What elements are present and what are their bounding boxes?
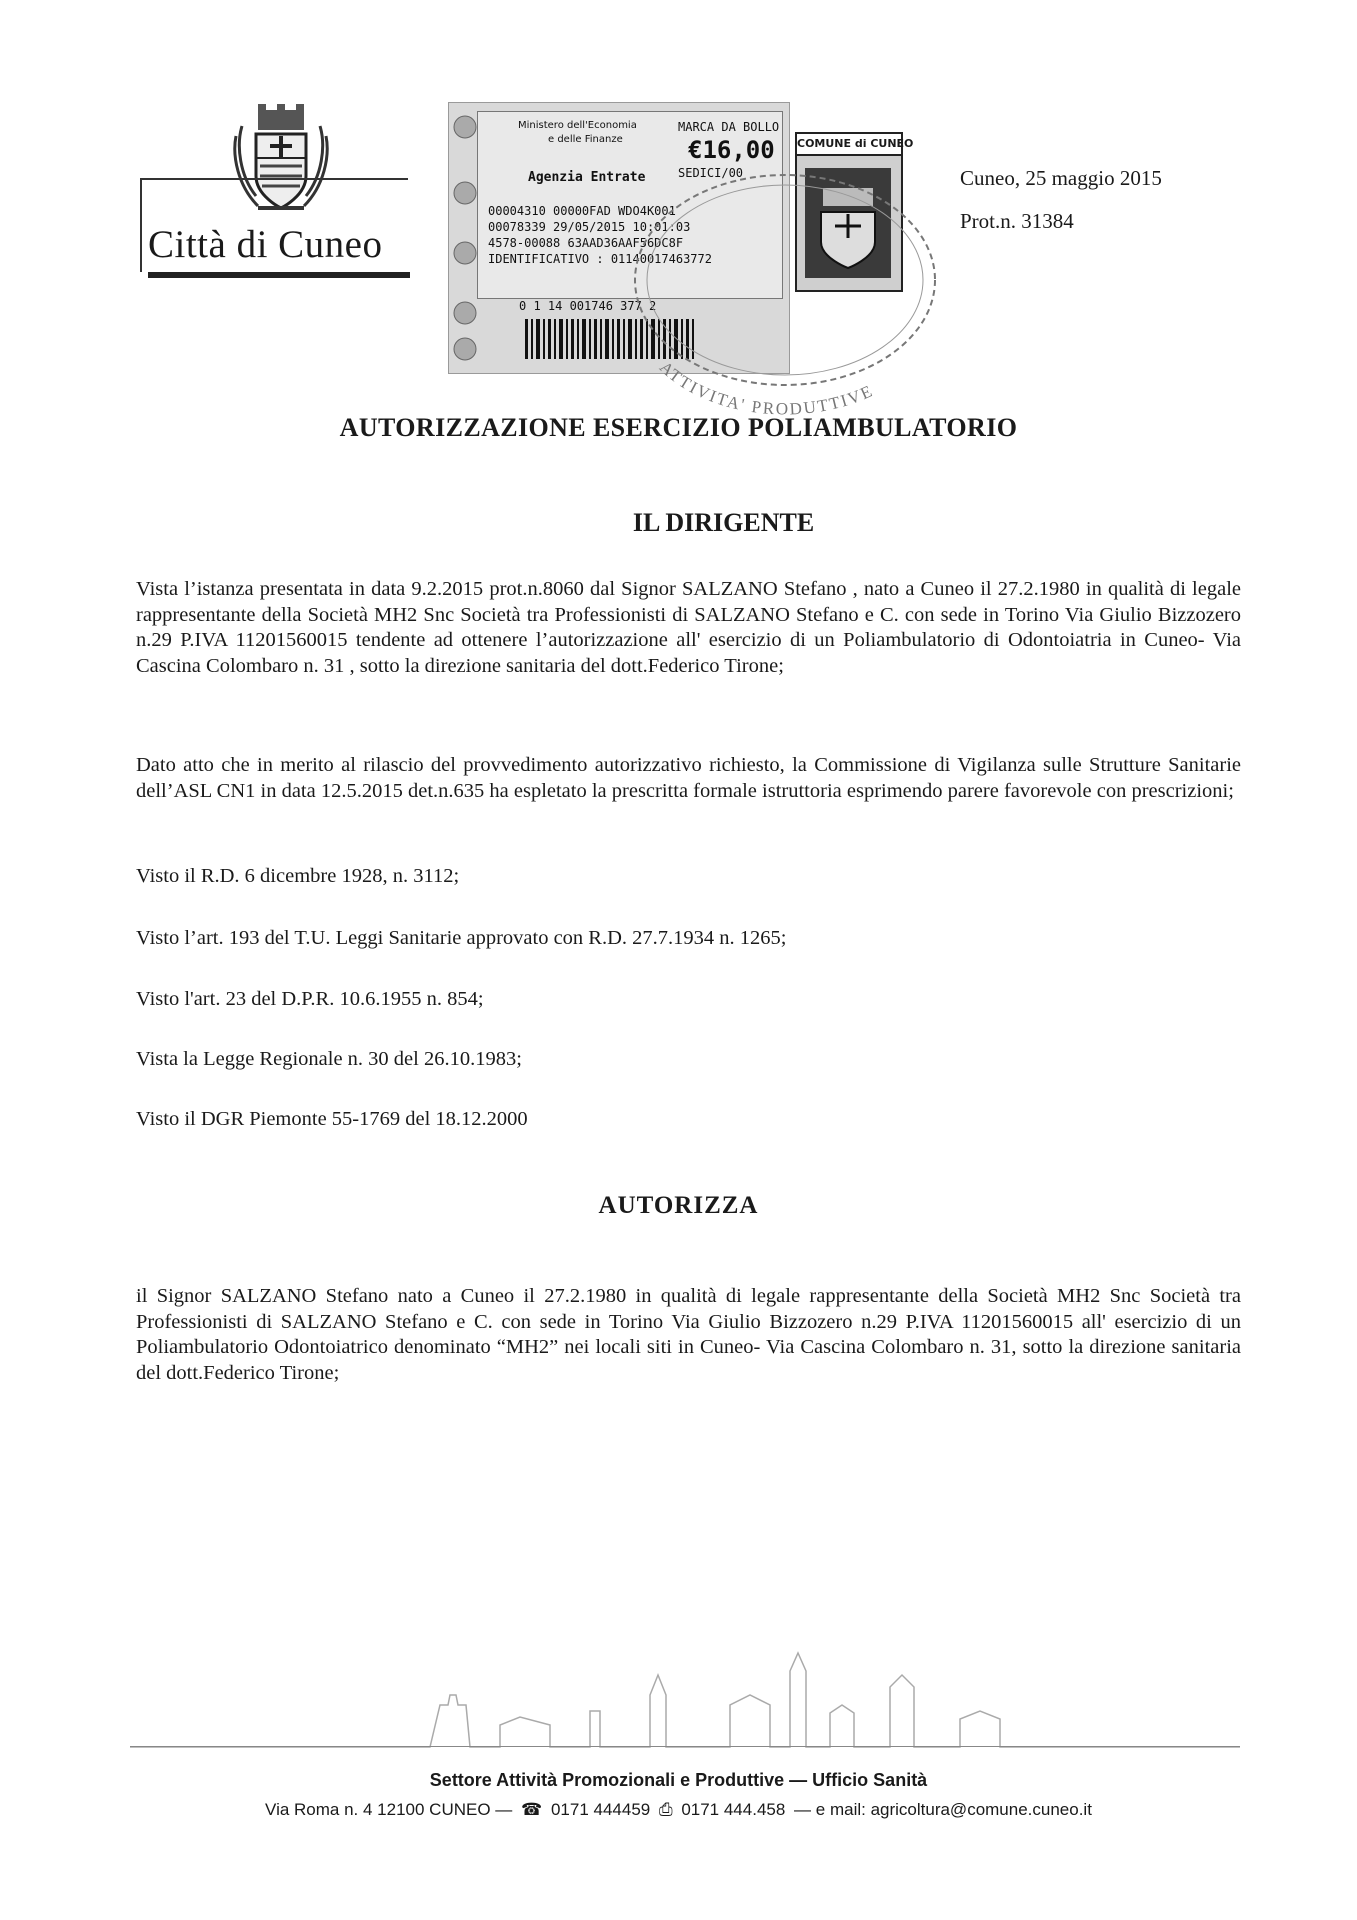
footer-office: Settore Attività Promozionali e Produttive — Ufficio Sanità — [429, 1770, 928, 1790]
footer-address: Via Roma n. 4 12100 CUNEO — — [265, 1800, 513, 1819]
revenue-stamp-amount: €16,00 — [688, 136, 775, 164]
legal-reference: Visto il DGR Piemonte 55-1769 del 18.12.2000 — [136, 1108, 528, 1130]
decision-heading: AUTORIZZA — [598, 1192, 759, 1219]
paragraph-authorization: il Signor SALZANO Stefano nato a Cuneo il 27.2.1980 in qualità di legale rappresentante della Società MH2 Snc Società tra Professionisti di SALZANO Stefano e C. con sede in Torino Via Giulio Bizzozero n.29 P.IVA 11201560015 all' esercizio di un Poliambulatorio Odontoiatrico denominato “MH2” nei locali siti in Cuneo- Via Cascina Colombaro n. 31, sotto la direzione sanitaria del dott.Federico Tirone; — [136, 1285, 1241, 1384]
footer-contacts — [0, 1800, 1357, 1820]
footer-fax: 0171 444.458 — [681, 1800, 786, 1819]
city-skyline-drawing — [130, 1635, 1240, 1750]
stamp-edge-seals-icon — [449, 103, 477, 373]
legal-reference: Visto l'art. 23 del D.P.R. 10.6.1955 n. 854; — [136, 988, 484, 1010]
document-date: Cuneo, 25 maggio 2015 — [960, 166, 1162, 190]
revenue-stamp-code-row: 4578-00088 63AAD36AAF56DC8F — [488, 236, 684, 250]
protocol-number: Prot.n. 31384 — [960, 209, 1074, 233]
comune-stamp-label: COMUNE di CUNEO — [797, 134, 901, 156]
legal-reference: Vista la Legge Regionale n. 30 del 26.10.1983; — [136, 1048, 522, 1070]
revenue-stamp-agency: Agenzia Entrate — [528, 170, 646, 185]
city-name-underline — [148, 272, 410, 278]
legal-reference: Visto il R.D. 6 dicembre 1928, n. 3112; — [136, 865, 460, 887]
city-name: Città di Cuneo — [148, 223, 383, 266]
revenue-stamp-label: MARCA DA BOLLO — [678, 120, 780, 134]
revenue-stamp-issuer-2: e delle Finanze — [548, 134, 623, 145]
revenue-stamp-code-row: IDENTIFICATIVO : 01140017463772 — [488, 252, 712, 266]
office-round-stamp — [600, 140, 970, 420]
revenue-stamp-code-row: 00004310 00000FAD WDO4K001 — [488, 204, 676, 218]
revenue-stamp-barcode-number: 0 1 14 001746 377 2 — [519, 299, 657, 313]
footer-email: — e mail: agricoltura@comune.cuneo.it — [794, 1800, 1092, 1819]
paragraph-request: Vista l’istanza presentata in data 9.2.2015 prot.n.8060 dal Signor SALZANO Stefano , nato a Cuneo il 27.2.1980 in qualità di legale rappresentante della Società MH2 Snc Società tra Professionisti di SALZANO Stefano e C. con sede in Torino Via Giulio Bizzozero n.29 P.IVA 11201560015 tendente ad ottenere l’autorizzazione all' esercizio di un Poliambulatorio di Odontoiatria in Cuneo- Via Cascina Colombaro n. 31 , sotto la direzione sanitaria del dott.Federico Tirone; — [136, 578, 1241, 677]
office-stamp-text: ATTIVITA' PRODUTTIVE — [655, 357, 877, 419]
revenue-stamp-code-row: 00078339 29/05/2015 10:01:03 — [488, 220, 691, 234]
legal-reference: Visto l’art. 193 del T.U. Leggi Sanitarie approvato con R.D. 27.7.1934 n. 1265; — [136, 927, 787, 949]
document-title: AUTORIZZAZIONE ESERCIZIO POLIAMBULATORIO — [339, 413, 1018, 442]
footer-divider — [130, 1746, 1240, 1747]
svg-text:ATTIVITA' PRODUTTIVE — [656, 358, 877, 419]
revenue-stamp-issuer-1: Ministero dell'Economia — [518, 120, 637, 131]
footer-phone: 0171 444459 — [550, 1800, 651, 1819]
phone-icon: ☎ — [521, 1800, 543, 1819]
authority-heading: IL DIRIGENTE — [632, 508, 815, 537]
paragraph-commission: Dato atto che in merito al rilascio del provvedimento autorizzativo richiesto, la Commissione di Vigilanza sulle Strutture Sanitarie dell’ASL CN1 in data 12.5.2015 det.n.635 ha espletato la prescritta formale istruttoria esprimendo parere favorevole con prescrizioni; — [136, 754, 1241, 802]
revenue-stamp-amount-words: SEDICI/00 — [678, 166, 744, 180]
fax-icon: ⎙ — [658, 1800, 673, 1819]
